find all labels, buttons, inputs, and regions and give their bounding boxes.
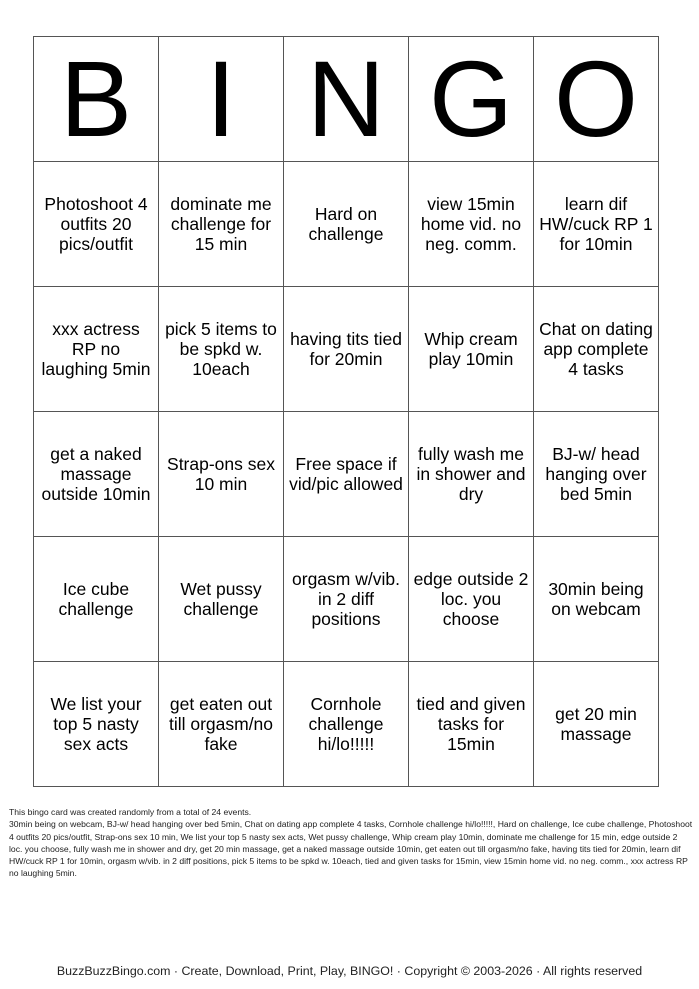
bingo-cell: dominate me challenge for 15 min xyxy=(159,162,284,287)
bingo-cell: pick 5 items to be spkd w. 10each xyxy=(159,287,284,412)
header-letter-b: B xyxy=(34,37,159,162)
bingo-cell: Hard on challenge xyxy=(284,162,409,287)
bingo-cell: BJ-w/ head hanging over bed 5min xyxy=(534,412,659,537)
header-letter-g: G xyxy=(409,37,534,162)
bingo-cell: fully wash me in shower and dry xyxy=(409,412,534,537)
bingo-cell: Chat on dating app complete 4 tasks xyxy=(534,287,659,412)
bingo-cell: view 15min home vid. no neg. comm. xyxy=(409,162,534,287)
bingo-cell: Photoshoot 4 outfits 20 pics/outfit xyxy=(34,162,159,287)
bingo-row xyxy=(34,287,659,412)
card-info xyxy=(9,806,693,880)
bingo-cell: Whip cream play 10min xyxy=(409,287,534,412)
bingo-cell: learn dif HW/cuck RP 1 for 10min xyxy=(534,162,659,287)
bingo-row xyxy=(34,162,659,287)
bingo-card xyxy=(33,36,659,787)
bingo-row xyxy=(34,537,659,662)
bingo-cell: We list your top 5 nasty sex acts xyxy=(34,662,159,787)
bingo-cell: get eaten out till orgasm/no fake xyxy=(159,662,284,787)
card-info-event-list: 30min being on webcam, BJ-w/ head hanging over bed 5min, Chat on dating app complete 4 tasks, Cornhole challenge hi/lo!!!!!, Hard on challenge, Ice cube challenge, Photoshoot 4 outfits 20 pics/outfit, Strap-ons sex 10 min, We list your top 5 nasty sex acts, Wet pussy challenge, Whip cream play 10min, dominate me challenge for 15 min, edge outside 2 loc. you choose, fully wash me in shower and dry, get 20 min massage, get a naked massage outside 10min, get eaten out till orgasm/no fake, having tits tied for 20min, learn dif HW/cuck RP 1 for 10min, orgasm w/vib. in 2 diff positions, pick 5 items to be spkd w. 10each, tied and given tasks for 15min, view 15min home vid. no neg. comm., xxx actress RP no laughing 5min. xyxy=(9,819,693,879)
bingo-cell: get a naked massage outside 10min xyxy=(34,412,159,537)
bingo-cell: xxx actress RP no laughing 5min xyxy=(34,287,159,412)
bingo-row xyxy=(34,412,659,537)
bingo-cell: 30min being on webcam xyxy=(534,537,659,662)
bingo-cell: Cornhole challenge hi/lo!!!!! xyxy=(284,662,409,787)
bingo-cell: Ice cube challenge xyxy=(34,537,159,662)
card-info-summary: This bingo card was created randomly from a total of 24 events. xyxy=(9,807,252,817)
bingo-row xyxy=(34,662,659,787)
header-letter-o: O xyxy=(534,37,659,162)
free-space-cell: Free space if vid/pic allowed xyxy=(284,412,409,537)
bingo-cell: tied and given tasks for 15min xyxy=(409,662,534,787)
header-letter-n: N xyxy=(284,37,409,162)
site-footer: BuzzBuzzBingo.com · Create, Download, Print, Play, BINGO! · Copyright © 2003-2026 · All rights reserved xyxy=(56,964,643,978)
bingo-cell: having tits tied for 20min xyxy=(284,287,409,412)
bingo-cell: get 20 min massage xyxy=(534,662,659,787)
bingo-cell: Wet pussy challenge xyxy=(159,537,284,662)
header-letter-i: I xyxy=(159,37,284,162)
bingo-cell: Strap-ons sex 10 min xyxy=(159,412,284,537)
bingo-cell: edge outside 2 loc. you choose xyxy=(409,537,534,662)
bingo-cell: orgasm w/vib. in 2 diff positions xyxy=(284,537,409,662)
header-row xyxy=(34,37,659,162)
